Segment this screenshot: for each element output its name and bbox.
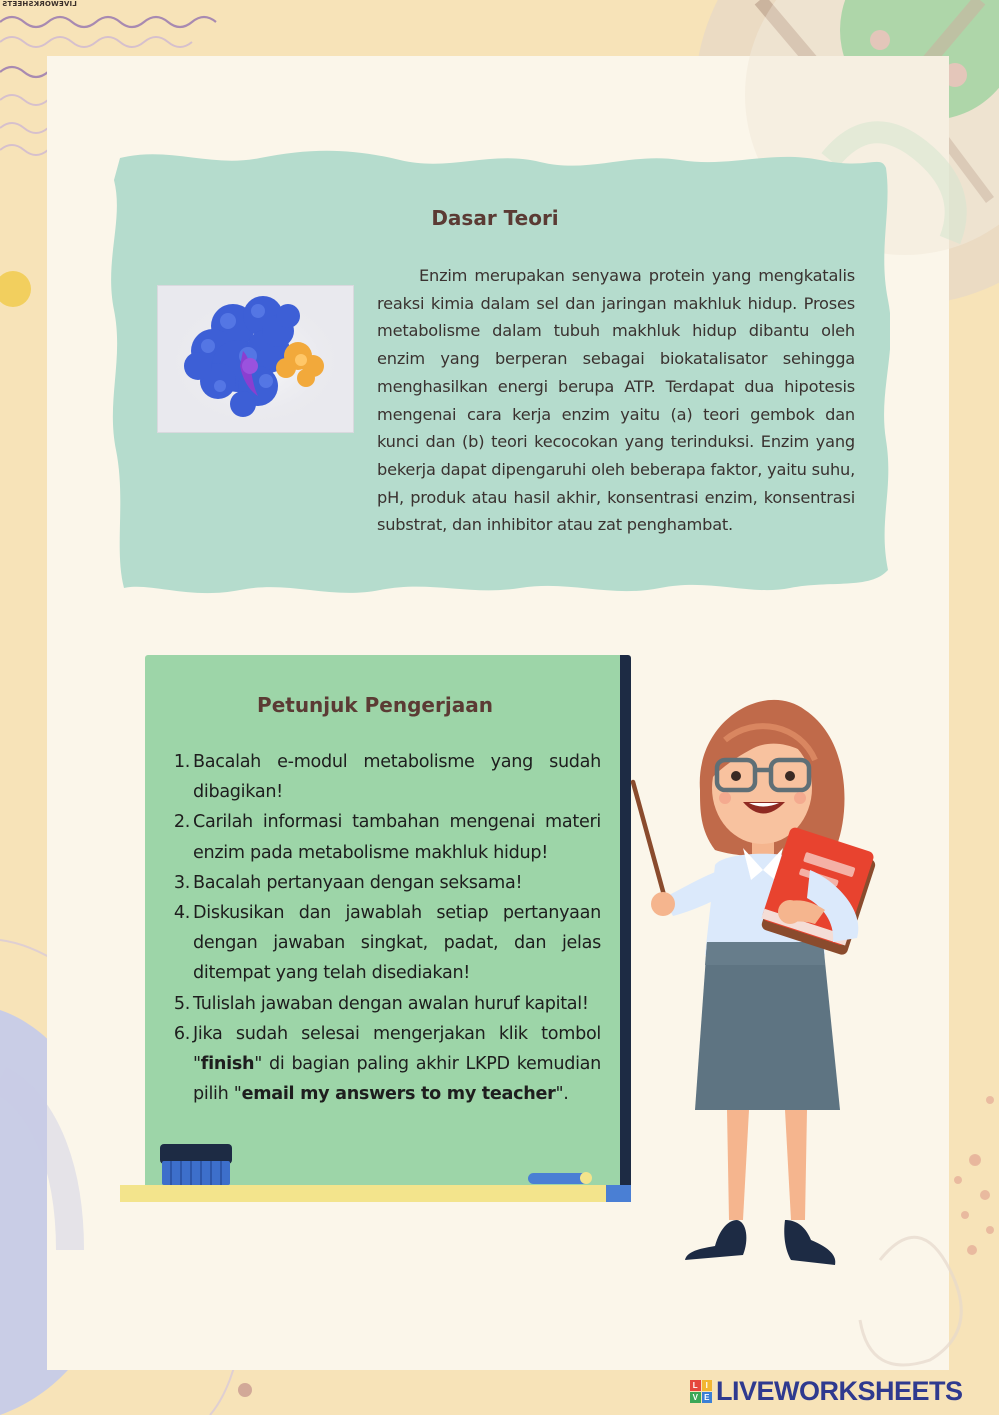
instruction-item (168, 807, 601, 867)
chalkboard-ledge (120, 1185, 606, 1202)
finish-keyword: finish (200, 1054, 255, 1075)
item-text: Carilah informasi tambahan mengenai materi enzim pada metabolisme makhluk hidup! (193, 812, 601, 863)
item-number: 2. (173, 812, 190, 833)
item-number: 1. (173, 752, 190, 772)
teacher-illustration (625, 680, 885, 1290)
enzyme-illustration (158, 286, 353, 432)
corner-watermark: LIVEWORKSHEETS (2, 0, 77, 8)
instruction-item (168, 1019, 601, 1110)
logo-letter: V (690, 1392, 701, 1403)
email-keyword: email my answers to my teacher (241, 1084, 556, 1105)
guide-title: Petunjuk Pengerjaan (257, 693, 493, 717)
instruction-item (168, 898, 601, 989)
instruction-item (168, 868, 601, 898)
theory-paragraph-text: Enzim merupakan senyawa protein yang mengkatalis reaksi kimia dalam sel dan jaringan makhluk hidup. Proses metabolisme dalam tubuh makhluk hidup dibantu oleh enzim yang berperan sebagai biokatalisator sehingga menghasilkan energi berupa ATP. Terdapat dua hipotesis mengenai cara kerja enzim yaitu (a) teori gembok dan kunci dan (b) teori kecocokan yang terinduksi. Enzim yang bekerja dapat dipengaruhi oleh beberapa faktor, yaitu suhu, pH, produk atau hasil akhir, konsentrasi enzim, konsentrasi substrat, dan inhibitor atau zat penghambat. (377, 266, 856, 535)
instruction-item (168, 747, 601, 807)
item-text: Tulislah jawaban dengan awalan huruf kapital! (193, 993, 589, 1014)
theory-paragraph (377, 262, 855, 539)
item-number: 4. (173, 903, 190, 924)
liveworksheets-logo[interactable] (690, 1374, 963, 1408)
item-text: ". (555, 1084, 569, 1105)
logo-letter: E (702, 1392, 713, 1403)
item-text: Diskusikan dan jawablah setiap pertanyaan dengan jawaban singkat, padat, dan jelas ditempat yang telah disediakan! (193, 903, 601, 984)
item-number: 5. (173, 993, 190, 1014)
item-text: " di bagian paling akhir LKPD kemudian pilih " (193, 1054, 601, 1105)
theory-title: Dasar Teori (431, 206, 559, 230)
item-text: Bacalah e-modul metabolisme yang sudah dibagikan! (193, 752, 601, 803)
item-text: Bacalah pertanyaan dengan seksama! (193, 872, 523, 893)
chalk-tip (580, 1172, 592, 1184)
logo-letter: I (702, 1380, 713, 1391)
logo-text: LIVEWORKSHEETS (716, 1375, 963, 1406)
item-text: Jika sudah selesai mengerjakan klik tombol " (193, 1023, 601, 1075)
item-number: 6. (173, 1023, 190, 1044)
instruction-list (168, 747, 601, 1109)
item-number: 3. (173, 872, 190, 893)
instruction-item (168, 989, 601, 1019)
eraser-icon (162, 1161, 230, 1185)
enzyme-image (157, 285, 354, 433)
logo-letter: L (690, 1380, 701, 1391)
logo-icon (690, 1380, 712, 1402)
